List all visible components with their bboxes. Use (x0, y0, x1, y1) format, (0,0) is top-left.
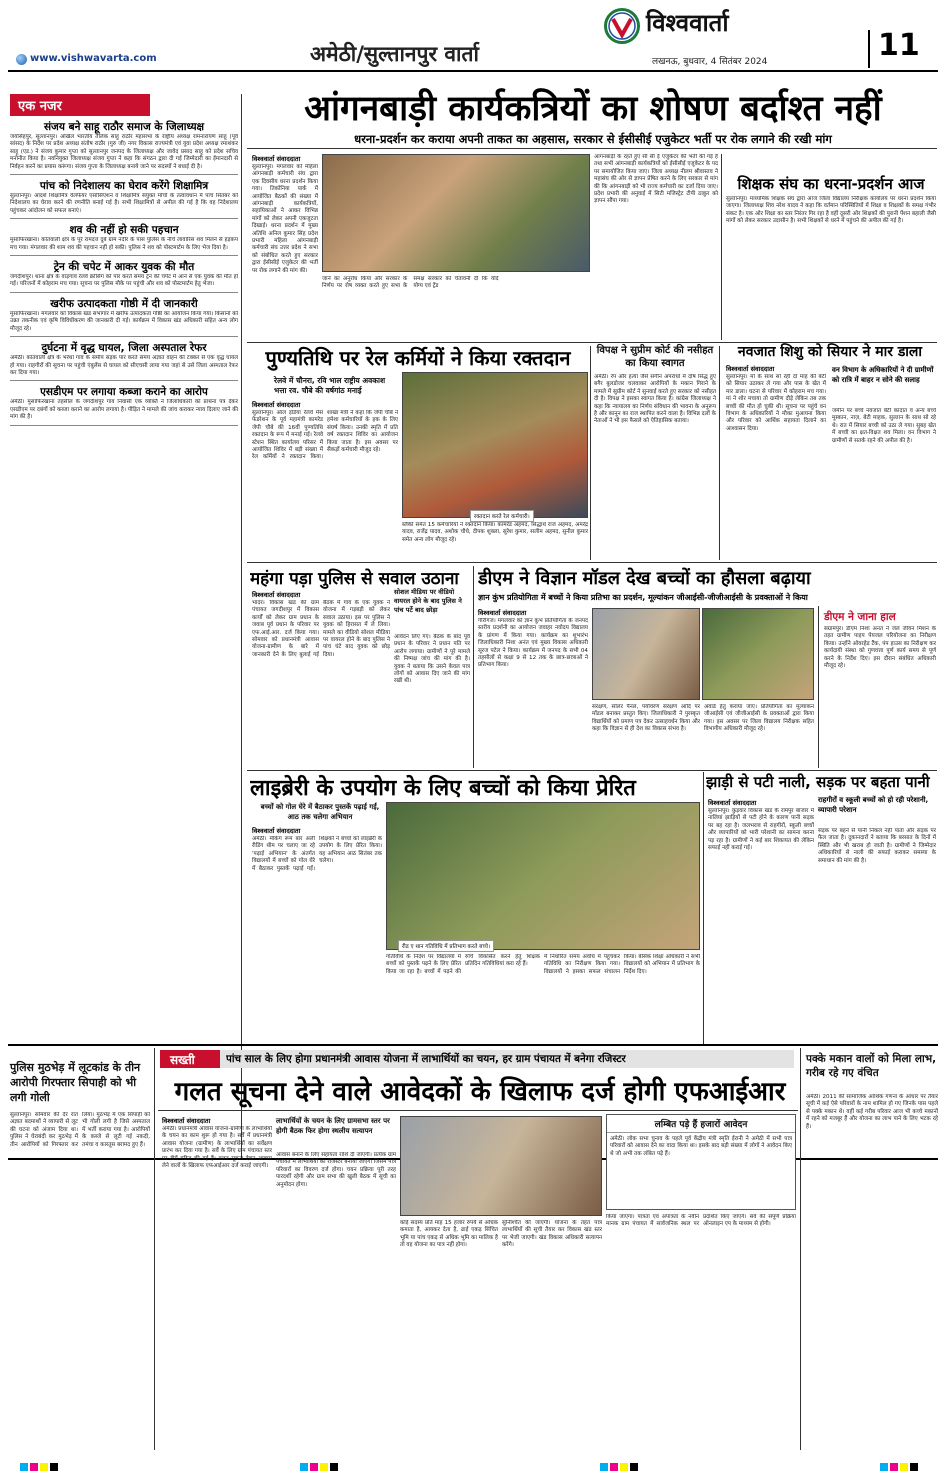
lead-byline: विश्ववार्ता संवाददाता (252, 155, 301, 163)
supreme-body: अमेठी। रेप और हत्या जैसे संगीन अपराधों में दोष सिद्ध हुए बगैर बुलडोजर चलवाकर आरोपियों के मकान गिराने के मामले में सुप्रीम कोर्ट ने सुनवाई करते हुए सरकार को नसीहत दी है। विपक्ष ने इसका स्वागत किया है। कांग्रेस जिलाध्यक्ष ने कहा कि न्यायालय का निर्णय संविधान की भावना के अनुरूप है और कानून का राज स्थापित करने वाला है। विभिन्न दलों के नेताओं ने भी इस फैसले को ऐतिहासिक बताया। (594, 374, 716, 425)
shikshak-headline: शिक्षक संघ का धरना-प्रदर्शन आज (737, 175, 925, 193)
blood-byline: विश्ववार्ता संवाददाता (252, 401, 301, 409)
police-deck: सोशल मीडिया पर वीडियो वायरल होने के बाद पुलिस ने पांच पर्टे बाद छोड़ा (394, 588, 462, 614)
ek-nazar-column (10, 94, 238, 1154)
police-body-2: आवेदन लिए गए। बैठक के बाद पूर्व प्रधान के परिवार ने प्रधान पति पर आरोप लगाया। ग्रामीणों ने पूरे मामले की निष्पक्ष जांच की मांग की है। युवक ने बताया कि उसने केवल पात्र लोगों को आवास दिए जाने की मांग रखी थी। (394, 634, 470, 685)
blood-photo (402, 372, 588, 518)
lead-body-2: आंगनबाड़ी के रहते हुए सी सी ई एजुकेटर की भर्ती की गई है तथा सभी आंगनबाड़ी कार्यकत्रियों को ईसीसीई एजुकेटर के पद पर समायोजित किया जाए। जिला अध्यक्ष नीलम श्रीवास्तव ने महासंघ की ओर से ज्ञापन प्रेषित करने के लिए सरकार से मांग की कि आंगनबाड़ी को भी राज्य कर्मचारी का दर्जा दिया जाए। प्रदेश प्रभारी की अनुवाई में सिटी मजिस्ट्रेट टीपी ठाकुर को ज्ञापन सौंपा गया। (594, 154, 718, 205)
ek-nazar-item-title: शव की नहीं हो सकी पहचान (69, 224, 179, 237)
ek-nazar-item (10, 179, 238, 219)
sakhi-byline: विश्ववार्ता संवाददाता (162, 1117, 211, 1125)
ek-nazar-label: एक नजर (10, 94, 150, 116)
ek-nazar-item-body: मुसाफिरखाना। कोतवाली क्षेत्र के पूरे रामदत्त दुबे ग्राम नंदीर के पास पुलिस के नीचे लावारिस शव मिलने से हड़कंप मच गया। मंगलवार की शाम शव की पहचान नहीं हो सकी। पुलिस ने शव को पोस्टमार्टम के लिए भेज दिया है। (10, 237, 238, 251)
blood-body: सुल्तानपुर। ऑल इंडिया रेलवे मेंस फेडरेशन के पूर्व महामंत्री कामरेड जेपी चौबे की 16वीं पुण्यतिथि रक्तदान के रूप में मनाई गई। रेलवे स्टेशन स्थित कार्यालय परिसर में आयोजित शिविर में बड़ी संख्या में रेल कर्मियों ने रक्तदान किया। शाखा मंत्री ने कहा कि जेपी चौबे ने हमेशा कर्मचारियों के हक के लिए संघर्ष किया। उनकी स्मृति में प्रति वर्ष रक्तदान शिविर का आयोजन किया जाता है। इस अवसर पर सैकड़ों कर्मचारी मौजूद रहे। (252, 410, 398, 461)
library-caption: रीड ए थान गतिविधि में प्रतिभाग करते बच्चे। (398, 940, 494, 952)
lootkand-body: सुल्तानपुर। सोमवार की देर रात अज्ञात बदमाशों ने व्यापारी से लूट की घटना को अंजाम दिया था। पुलिस ने घेराबंदी कर मुठभेड़ में तीन आरोपियों को गिरफ्तार कर लिया। मुठभेड़ में एक सिपाही को भी गोली लगी है जिसे अस्पताल में भर्ती कराया गया है। आरोपियों के कब्जे से लूटी गई नकदी, तमंचा व कारतूस बरामद हुए हैं। (10, 1112, 150, 1148)
ek-nazar-item (10, 260, 238, 293)
brand-name: विश्ववार्ता (646, 9, 729, 37)
nali-byline: विश्ववार्ता संवाददाता (708, 799, 757, 807)
dm-body-2: संरक्षण, सोलर पैनल, पर्यावरण संरक्षण आदि पर मॉडल बनाकर प्रस्तुत किए। जिलाधिकारी ने पुरस्कृत विद्यार्थियों को प्रमाण पत्र देकर उत्साहवर्धन किया और कहा कि विज्ञान से ही देश का विकास संभव है। (592, 704, 700, 733)
ek-nazar-item-title: खरीफ उत्पादकता गोष्ठी में दी जानकारी (50, 297, 198, 310)
ek-nazar-item-body: अमेठी। मुसाफिरखाना तहसील के जगदीशपुर गांव निवासी एक व्यक्ति ने जिलाधिकारी को प्रार्थना पत्र देकर एसडीएम पर दबंगों को कब्जा कराने का आरोप लगाया है। पीड़ित ने मामले की जांच कराकर न्याय दिलाए जाने की मांग की है। (10, 399, 238, 421)
blood-headline: पुण्यतिथि पर रेल कर्मियों ने किया रक्तदान (265, 346, 571, 370)
lootkand-headline: पुलिस मुठभेड़ में लूटकांड के तीन आरोपी गिरफ्तार सिपाही को भी लगी गोली (10, 1061, 141, 1104)
navjat-body-2: जमीन पर बच्चे नवजात बेटी कादांत व अन्य बच्चे मुस्कान, नाज़, बेटी माहक, सुल्तान के साथ सो रहे थे। रात में सियार बच्ची को उठा ले गया। सुबह खेत में बच्ची का क्षत-विक्षत शव मिला। वन विभाग ने ग्रामीणों से सतर्क रहने की अपील की है। (832, 408, 936, 444)
pakka-body: अमेठी। 2011 की सामाजिक आर्थिक गणना के आधार पर तैयार सूची में कई ऐसे परिवारों के नाम शामिल हो गए जिनके पास पहले से पक्के मकान थे। वहीं कई गरीब परिवार आज भी कच्चे मकानों में रहने को मजबूर हैं और योजना का लाभ पाने के लिए भटक रहे हैं। (806, 1094, 938, 1130)
dm-photo-2 (702, 608, 814, 700)
library-body: अमेठी। मेकिंग रूम बार अली रीडिंग थीम पर चलाए जा रहे 'पढ़ाई अभियान' के अंतर्गत विद्यालयों में बच्चों को गोल घेरे में बैठाकर पुस्तकें पढ़ाई गईं। शिक्षकों ने बच्चों को लाइब्रेरी के उपयोग के लिए प्रेरित किया। यह अभियान आठ सितंबर तक चलेगा। (252, 836, 382, 872)
ek-nazar-item-body: जयसिंहपुर, सुल्तानपुर। अखिल भारतीय तैलिक साहू राठौर महासभा के राष्ट्रीय अध्यक्ष रामनारायण साहू (पूर्व सांसद) के निर्देश पर प्रदेश अध्यक्ष संतोष राठौर (गुरु जी) नगर विकास राज्यमंत्री एवं युवा प्रदेश अध्यक्ष रमाशंकर साहू (एड.) ने संजय कुमार गुप्ता को सुल्तानपुर जनपद के जिलाध्यक्ष और जावेद प्रसाद साहू को प्रदेश सचिव मनोनीत किया है। नवनियुक्त जिलाध्यक्ष संजय गुप्ता ने कहा कि संगठन द्वारा दी गई जिम्मेदारी का ईमानदारी से निर्वहन करने का प्रयास करूंगा। संजय गुप्ता के जिलाध्यक्ष बनाये जाने पर सदस्यों ने बधाई दी है। (10, 134, 238, 170)
ek-nazar-item (10, 120, 238, 175)
navjat-deck: वन विभाग के अधिकारियों ने दी ग्रामीणों को रात्रि में बाहर न सोने की सलाह (832, 366, 934, 384)
ek-nazar-item-title: एसडीएम पर लगाया कब्जा कराने का आरोप (40, 386, 208, 399)
page-number: 11 (878, 28, 920, 63)
library-headline: लाइब्रेरी के उपयोग के लिए बच्चों को किया प्रेरित (250, 776, 636, 801)
dm-deck: ज्ञान कुंभ प्रतियोगिता में बच्चों ने किया प्रतिभा का प्रदर्शन, मूल्यांकन जीआईसी-जीजीआईसी के प्रवक्ताओं ने किया (478, 593, 808, 602)
library-body-2: गतिविधि के निर्देश पर विद्यालयों में बच्चों को पुस्तकें पढ़ने के लिए प्रेरित किया जा रहा है। बच्चों में पढ़ने की रुचि विकसित करने हेतु शिक्षक प्रतिदिन गतिविधियां करा रहे हैं। (386, 954, 540, 975)
police-body: भादर। विकास खंड की ग्राम पंचायत जगदीशपुर में विकास कार्यों को लेकर ग्राम प्रधान के जवाब पूर्व प्रधान के परिवार पर एफ.आई.आर. दर्ज किया गया। सोमवार को प्रधानमंत्री आवास योजना-ग्रामीण के बारे में जानकारी देने के लिए बुलाई गई बैठक में गांव के एक युवक ने योजना में गड़बड़ी को लेकर सवाल उठाया। इस पर पुलिस ने युवक को हिरासत में ले लिया। मामले का वीडियो सोशल मीडिया पर वायरल होने के बाद पुलिस ने पांच घंटे बाद युवक को छोड़ दिया। (252, 600, 390, 658)
ek-nazar-item-body: अमेठी। कोतवाली क्षेत्र के भरेथा गांव के समीप सड़क पार करते समय अज्ञात वाहन की टक्कर से एक वृद्ध घायल हो गया। राहगीरों की सूचना पर पहुंची एंबुलेंस से घायल को सीएचसी लाया गया जहां से उसे जिला अस्पताल रेफर कर दिया गया। (10, 355, 238, 376)
shikshak-body: सुल्तानपुर। माध्यमिक शिक्षक संघ द्वारा आज जिला विद्यालय निरीक्षक कार्यालय पर धरना प्रदर्शन किया जाएगा। जिलाध्यक्ष शिव नरेश यादव ने कहा कि वर्तमान परिस्थितियों में शिक्षा व शिक्षकों के समक्ष गंभीर संकट है। एक ओर शिक्षा का स्तर निरंतर गिर रहा है वहीं दूसरी ओर शिक्षकों की पुरानी पेंशन बहाली जैसी मांगों को लेकर सरकार उदासीन है। सभी शिक्षकों से धरने में पहुंचने की अपील की गई है। (726, 196, 936, 225)
nali-headline: झाड़ी से पटी नाली, सड़क पर बहता पानी (706, 773, 930, 791)
ek-nazar-item-title: ट्रेन की चपेट में आकर युवक की मौत (53, 261, 195, 274)
ek-nazar-item-body: सुल्तानपुर। आदर्श शिक्षामित्र वेलफेयर एसोसिएशन व शिक्षामित्र संयुक्त मोर्चा के तत्वावधान में पांच सितंबर को निदेशालय का घेराव करने की रणनीति बनाई गई है। सभी शिक्षामित्रों से अपील की गई है कि वह निदेशालय पहुंचकर आंदोलन को सफल बनाएं। (10, 193, 238, 214)
library-body-3: में निर्धारित समय अवधि में पहुंचकर गतिविधि का निरीक्षण किया गया। विद्यालयों ने इसका सफल संचालन किया। बेसिक शिक्षा अधिकारी ने सभी विद्यालयों को अभियान में प्रतिभाग के निर्देश दिए। (544, 954, 700, 975)
ek-nazar-item (10, 385, 238, 425)
dm-photo-1 (592, 608, 700, 700)
pakka-headline: पक्के मकान वालों को मिला लाभ, गरीब रहे गए वंचित (806, 1053, 937, 1079)
lead-subhead: धरना-प्रदर्शन कर कराया अपनी ताकत का अहसास, सरकार से ईसीसीई एजुकेटर भर्ती पर रोक लगाने की रखी मांग (354, 132, 832, 146)
lead-body-3: जाने का अनुरोध किया और सरकार के निर्णय पर रोष व्यक्त करते हुए सभा के समक्ष सरकार को चेतावनी दी कि यदि योग्य एवं ट्रेंड (322, 276, 499, 290)
brand-logo-icon (604, 8, 640, 44)
sakhi-kicker: पांच साल के लिए होगा प्रधानमंत्री आवास योजना में लाभार्थियों का चयन, हर ग्राम पंचायत में बनेगा रजिस्टर (226, 1053, 626, 1065)
sakhi-body-3: कोई सदस्य प्रति माह 15 हजार रुपये से अधिक कमाता है, आयकर देता है, ढाई एकड़ सिंचित भूमि या पांच एकड़ से अधिक भूमि का मालिक है तो वह योजना का पात्र नहीं होगा। (400, 1220, 498, 1249)
sakhi-body-5: किया जाएगा। पात्रता एवं अपात्रता के नवीन मानक ग्राम पंचायत में सार्वजनिक स्थल पर प्रदर्शित किए जाएंगे। सर्वे की संपूर्ण प्रक्रिया ऑनलाइन एप के माध्यम से होगी। (606, 1214, 796, 1228)
sakhi-deck: लाभार्थियों के चयन के लिए ग्रामसभा स्तर पर होगी बैठक फिर होगा स्थलीय सत्यापन (276, 1117, 390, 1135)
masthead (0, 0, 945, 72)
ek-nazar-item-title: संजय बने साहू राठौर समाज के जिलाध्यक्ष (43, 121, 205, 133)
navjat-body: सुल्तानपुर। माँ के साथ सो रही दो माह की बेटी को सियार उठाकर ले गया और पास के खेत में मार डाला। घटना से परिवार में कोहराम मच गया। मां ने शोर मचाया तो ग्रामीण दौड़े लेकिन तब तक बच्ची की मौत हो चुकी थी। सूचना पर पहुंचे वन विभाग के अधिकारियों ने मौका मुआयना किया और परिवार को आर्थिक सहायता दिलाने का आश्वासन दिया। (726, 374, 826, 432)
nali-body-2: सड़क पर बहने से पानी निकल नहीं पाता और सड़क पर फैल जाता है। दुकानदारों ने बताया कि बरसात के दिनों में स्थिति और भी खराब हो जाती है। ग्रामीणों ने जिम्मेदार अधिकारियों से नाली की सफाई कराकर समस्या के समाधान की मांग की है। (818, 828, 936, 864)
ek-nazar-item-body: मुसाफिरखाना। मंगलवार को विकास खंड सभागार में खरीफ उत्पादकता गोष्ठी का आयोजन किया गया। किसानों को उन्नत तकनीक एवं कृषि विविधीकरण की जानकारी दी गई। कार्यक्रम में विकास खंड अधिकारी सहित अन्य लोग मौजूद रहे। (10, 310, 238, 332)
sakhi-box-head: लम्बित पड़े हैं हजारों आवेदन (607, 1115, 795, 1133)
navjat-headline: नवजात शिशु को सियार ने मार डाला (737, 344, 923, 360)
sakhi-photo (400, 1116, 602, 1216)
edition-date: लखनऊ, बुधवार, 4 सितंबर 2024 (652, 57, 768, 67)
nali-deck: राहगीरों व स्कूली बच्चों को हो रही परेशानी, व्यापारी परेशान (818, 796, 929, 814)
police-headline: महंगा पड़ा पुलिस से सवाल उठाना (250, 569, 459, 589)
registration-strip (0, 1458, 945, 1470)
library-deck: बच्चों को गोल घेरे में बैठाकर पुस्तकें पढ़ाई गईं, आठ तक चलेगा अभियान (260, 803, 380, 821)
lead-body-1: सुल्तानपुर। मंगलवार को महिला आंगनबाड़ी कर्मचारी संघ द्वारा एक दिवसीय धरना प्रदर्शन किया गया। तिकोनिया पार्क में आयोजित बैठकों की संख्या में आंगनबाड़ी कार्यकत्रियों, सहायिकाओं ने आकर विभिन्न मांगों को लेकर अपनी एकजुटता दिखाई। धरना प्रदर्शन में मुख्य अतिथि अनिल कुमार सिंह प्रदेश प्रभारी महिला आंगनबाड़ी कर्मचारी संघ उत्तर प्रदेश ने सभा को संबोधित करते हुए सरकार द्वारा ईसीसीई एजुकेटर की भर्ती पर रोक लगाने की मांग की। (252, 164, 318, 274)
section-title: अमेठी/सुल्तानपुर वार्ता (310, 42, 479, 66)
ek-nazar-item-title: दुर्घटना में वृद्ध घायल, जिला अस्पताल रेफर (41, 342, 207, 355)
library-photo (386, 802, 700, 950)
dm-byline: विश्ववार्ता संवाददाता (478, 609, 527, 617)
navjat-byline: विश्ववार्ता संवाददाता (726, 365, 775, 373)
dm-janhal-headline: डीएम ने जाना हाल (824, 611, 896, 623)
sakhi-headline: गलत सूचना देने वाले आवेदकों के खिलाफ दर्ज होगी एफआईआर (174, 1077, 786, 1107)
dm-body-3: अवार्ड हेतु कराया जाए। प्रतियोगिता का मूल्यांकन जीआईसी एवं जीजीआईसी के प्रवक्ताओं द्वारा किया गया। इस अवसर पर जिला विद्यालय निरीक्षक सहित विभागीय अधिकारी मौजूद रहे। (704, 704, 814, 733)
globe-icon (16, 54, 27, 65)
supreme-headline: विपक्ष ने सुप्रीम कोर्ट की नसीहत का किया स्वागत (596, 345, 714, 369)
nali-body: सुल्तानपुर। कुड़वार विकास खंड के रामपुर बाजार में नालियां झाड़ियों से पटी होने के कारण पानी सड़क पर बह रहा है। जलभराव से राहगीरों, स्कूली बच्चों और व्यापारियों को भारी परेशानी का सामना करना पड़ रहा है। ग्रामीणों ने कई बार शिकायत की लेकिन सफाई नहीं कराई गई। (708, 808, 814, 852)
dm-headline: डीएम ने विज्ञान मॉडल देख बच्चों का हौसला बढ़ाया (478, 568, 811, 589)
sakhi-box (606, 1114, 796, 1210)
ek-nazar-item-title: पांच को निदेशालय का घेराव करेंगे शिक्षामित्र (39, 180, 209, 193)
website-url[interactable]: www.vishwavarta.com (30, 53, 157, 64)
ek-nazar-item (10, 341, 238, 381)
lead-headline: आंगनबाड़ी कार्यकत्रियों का शोषण बर्दाश्त नहीं (304, 89, 882, 129)
ek-nazar-item (10, 297, 238, 337)
lead-photo (322, 154, 590, 272)
blood-body-2: ब्लैकी समेत 15 कर्मचारियों ने रक्तदान किया। कामरेड अहमद, सिद्धार्थ राज अहमद, अमरेंद्र यादव, राजेंद्र यादव, अशोक चौधे, दीपक शुक्ला, सुरेश कुमार, सलीम अहमद, सुनील कुमार समेत अन्य लोग मौजूद रहे। (402, 522, 588, 543)
blood-caption: रक्तदान करते रेल कर्मचारी। (470, 510, 534, 522)
blood-deck: रेलवे में चौनरा, रवि भाल राष्ट्रीय अवकाश भत्ता रव. चौबे की वर्षगांठ मनाई (274, 376, 386, 395)
sakhi-box-body: अमेठी। लोक सभा चुनाव के पहले पूर्व केंद्रीय मंत्री स्मृति ईरानी ने अमेठी में सभी पात्र परिवारों को आवास देने का वादा किया था। इसके बाद बड़ी संख्या में लोगों ने आवेदन किए थे जो अभी तक लंबित पड़े हैं। (610, 1136, 792, 1157)
ek-nazar-item-body: जगदीशपुर। थाना क्षेत्र के वाड़गांव रेलवे क्रॉसिंग को पार करते समय ट्रेन की चपेट में आने से एक युवक की मौत हो गई। परिजनों में कोहराम मच गया। सूचना पर पुलिस मौके पर पहुंची और शव को पोस्टमार्टम हेतु भेजा। (10, 274, 238, 288)
sakhi-label: सख्ती (160, 1050, 220, 1068)
sakhi-body: अमेठी। प्रधानमंत्री आवास योजना-ग्रामीण के लाभार्थियों के चयन का काम शुरू हो गया है। सर्वे में प्रधानमंत्री आवास योजना (ग्रामीण) के लाभार्थियों का सर्वेक्षण प्रारंभ कर दिया गया है। सर्वे के लिए ग्राम पंचायत स्तर पर टीमें गठित की गई हैं। गलत सूचना देकर आवास लेने वालों के खिलाफ एफआईआर दर्ज कराई जाएगी। (162, 1126, 272, 1170)
police-byline: विश्ववार्ता संवाददाता (252, 591, 301, 599)
library-byline: विश्ववार्ता संवाददाता (252, 827, 301, 835)
ek-nazar-item (10, 223, 238, 256)
dm-body: गौरीगंज। मंगलवार को ज्ञान कुंभ प्रतियोगिता के जनपद स्तरीय प्रदर्शनी का आयोजन जवाहर नवोदय विद्यालय के प्रांगण में किया गया। कार्यक्रम का शुभारंभ जिलाधिकारी निशा अनंत एवं मुख्य विकास अधिकारी सूरज पटेल ने किया। कार्यक्रम में जनपद के सभी 04 तहसीलों से कक्षा 9 से 12 तक के छात्र-छात्राओं ने प्रतिभाग किया। (478, 618, 588, 669)
sakhi-body-2: आवास बनाने के लिए सहायता राशि दी जाएगी। प्रत्येक ग्राम पंचायत में लाभार्थियों का रजिस्टर बनाया जाएगा जिसमें पात्र परिवारों का विवरण दर्ज होगा। चयन प्रक्रिया पूरी तरह पारदर्शी रहेगी और ग्राम सभा की खुली बैठक में सूची का अनुमोदन होगा। (276, 1152, 396, 1188)
dm-janhal-body: संग्रामपुर। डीएम निशा अनंत ने जल जीवन मिशन के तहत ग्रामीण पाइप पेयजल परियोजना का निरीक्षण किया। उन्होंने ओवरहेड टैंक, पंप हाउस का निरीक्षण कर कार्यदायी संस्था को गुणवत्ता पूर्ण कार्य समय से पूर्ण करने के निर्देश दिए। इस दौरान संबंधित अधिकारी मौजूद रहे। (824, 626, 936, 670)
sakhi-body-4: सुनिश्चित की जाएगी। योजना के तहत पात्र लाभार्थियों की सूची तैयार कर विकास खंड स्तर पर भेजी जाएगी। खंड विकास अधिकारी सत्यापन करेंगे। (502, 1220, 602, 1249)
